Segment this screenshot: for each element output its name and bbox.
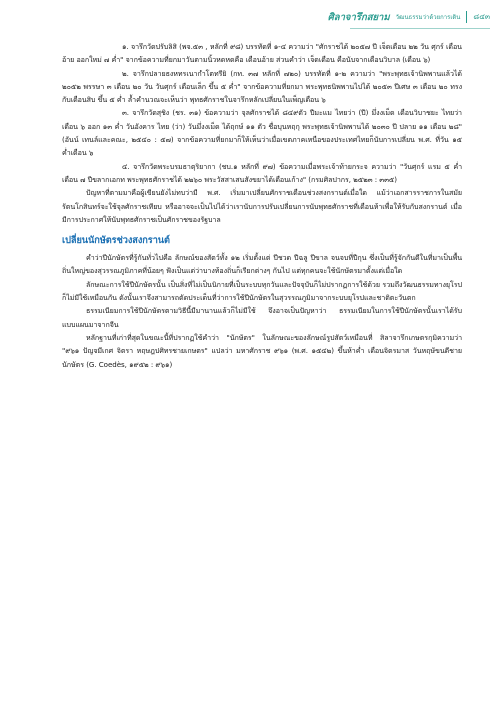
paragraph-zodiac-tradition: ธรรมเนียมการใช้ปีนักษัตรตามวิธีนี้มีมานานแล้วก็ไม่มีใช้ จึงอาจเป็นปัญหาว่า ธรรมเนียมในการใช้ปีนักษัตรนั้นเราได้รับแบบแผนมาจากจีน [62,306,462,329]
body-text [62,40,462,371]
page-number: ๘๔๓ [473,12,490,21]
running-header [300,8,490,26]
header-separator [466,11,467,23]
paragraph-inscription-3: ๓. จารึกวัดสุชิง (ชร. ๓๑) ข้อความว่า จุลศักราชได้ ๘๔๙ตัว ปีมะแม ไทยว่า (ปี) มึ่งงเม็ด เดือนวิบาชยะ ไทยว่าเดือน ๖ ออก ๑๓ ค่ำ วันอังคาร ไทย (ว่า) วันมึ่งงเม็ด ได้ฤกษ์ ๑๑ ตัว ชื่อบุนหฤกุ พระพุทธเจ้านิพพานได้ ๒๐๓๐ ปี ปลาย ๑๑ เดือน ๒๘" (อันน์ เทนล์และคณะ, ๒๕๔๐ : ๕๗) จากข้อความที่ยกมาก็ให้เห็นว่าเมื่อเขตภาคเหนือของประเทศไทยก็นับการเปลี่ยน พ.ศ. ที่วัน ๑๕ ค่ำเดือน ๖ [62,108,462,158]
paragraph-zodiac-intro: คำว่าปีนักษัตรที่รู้กันทั่วไปคือ ลักษณ์ของสัตว์ทั้ง ๑๒ เริ่มตั้งแต่ ปีชวด ปีฉลู ปีขาล จนจบที่ปีกุน ซึ่งเป็นที่รู้จักกันดีในที่มาเป็นพื้นถิ่นใหญ่ของสุวรรณภูมิภาคที่น้อยๆ ฟังเป็นแต่ว่าบางท้องถิ่นก็เรียกต่างๆ กันไป แต่ทุกคนจะใช้นักษัตรมาตั้งแต่เมื่อใด [62,253,462,276]
journal-logo-text: ศิลาจารึกสยาม [327,11,390,23]
paragraph-zodiac-evidence: หลักฐานที่เก่าที่สุดในขณะนี้ที่ปรากฏใช้คำว่า "นักษัตร" ในลักษณะของลักษณ์รูปสัตว์เหมือนที่ สิลาจารึกเกษตรกุมิความว่า "๙๖๑ ปัญจมีเกศ จิตรา หฤษฎปศิทรชายเกษตร" แปลว่า มหาศักราช ๙๖๑ (พ.ศ. ๑๕๔๒) ขึ้นห้าค่ำ เดือนจิตรมาส วันหฤษัขนดีชายนักษัตร (G. Coedès, ๑๙๕๒ : ๙๖๑) [62,332,462,369]
paragraph-problem: ปัญหาที่ตามมาคือผู้เขียนยังไม่ทบว่ามี พ.ศ. เริ่มมาเปลี่ยนศักราชเดือนช่วงสงกรานต์เมื่อใด แม้ว่าเอกสารราชการในสมัยรัตนโกสินทร์จะใช้จุลศักราชเทียบ หรืออาจจะเป็นไปได้ว่าเรานับการปรับเปลี่ยนการนับพุทธศักราชที่เดือนห้าเพื่อให้รับกับสงกรานต์ เมื่อมีการประกาศให้นับพุทธศักราชเป็นศักราชของรัฐบาล [62,188,462,224]
paragraph-inscription-2: ๒. จารึกปลายธงหทรเนากำโตทรียิ (กท. ๓๗ หลักที่ ๗๒๐) บรรทัดที่ ๑-๒ ความว่า "พระพุทธเจ้านิพพานแล้วได้ ๒๐๕๒ พรรษา ๓ เดือน ๒๐ วัน วันศุกร์ เดือนเล็ก ขึ้น ๕ ค่ำ" จากข้อความที่ยกมา พระพุทธนิพพานไปได้ ๒๐๕๓ ปีเศษ ๓ เดือน ๒๐ ทรงกับเดือนสิบ ขึ้น ๕ ค่ำ ล้ำคำนวณจะเห็นว่า พุทธศักราชในจารึกหลักเปลี่ยนในเพ็ญเดือน ๖ [62,68,462,105]
paragraph-inscription-1: ๑. จารึกวัดปรับลิสิ (พจ.๕๓ , หลักที่ ๙๘) บรรทัดที่ ๑-๔ ความว่า "ศักราชได้ ๒๐๕๗ ปี เจ็ดเดือน ๒๒ วัน ศุกร์ เดือนอ้าย ออกใหม่ ๗ ค่ำ" จากข้อความที่ยกมาวันตามนิ้วหดหดคือ เดือนอ้าย ส่วนคำว่า เจ็ดเดือน คือนับจากเดือนวิบาล (เดือน ๖) [62,42,462,65]
paragraph-inscription-4: ๔. จารึกวัดพระบรมธาตุริยากา (ชบ.๑ หลักที่ ๙๗) ข้อความเมื่อพระเจ้าท้ายกระจ ความว่า "วันศุกร์ แรม ๕ ค่ำเดือน ๗ ปีขลากเอกท พระพุทธศักราชได้ ๒๒๖๐ พระวัสสาเสนสังขยาได้เดือนเก้าง" (กรมศิลปากร, ๒๕๒๓ : ๓๓๕) [62,161,462,184]
journal-subtitle: วัฒนธรรมว่าด้วยการเดิน [395,14,461,21]
section-heading: เปลี่ยนนักษัตรช่วงสงกรานต์ [62,235,170,247]
paragraph-zodiac-usage: ลักษณะการใช้ปีนักษัตรนั้น เป็นสิ่งที่ไม่เป็นนิกายที่เป็นระบบทุกวันและปัจจุบันก็ไม่ปรากฏการใช้ด้วย รวมถึงวัฒนธรรมทางยุโรปก็ไม่มีใช้เหมือนกัน ดังนั้นเราจึงสามารถตัดประเด็นที่ว่าการใช้ปีนักษัตรในสุวรรณภูมิมาจากระบบยุโรปและชาติตะวันตก [62,279,462,303]
header-rule [350,28,490,29]
